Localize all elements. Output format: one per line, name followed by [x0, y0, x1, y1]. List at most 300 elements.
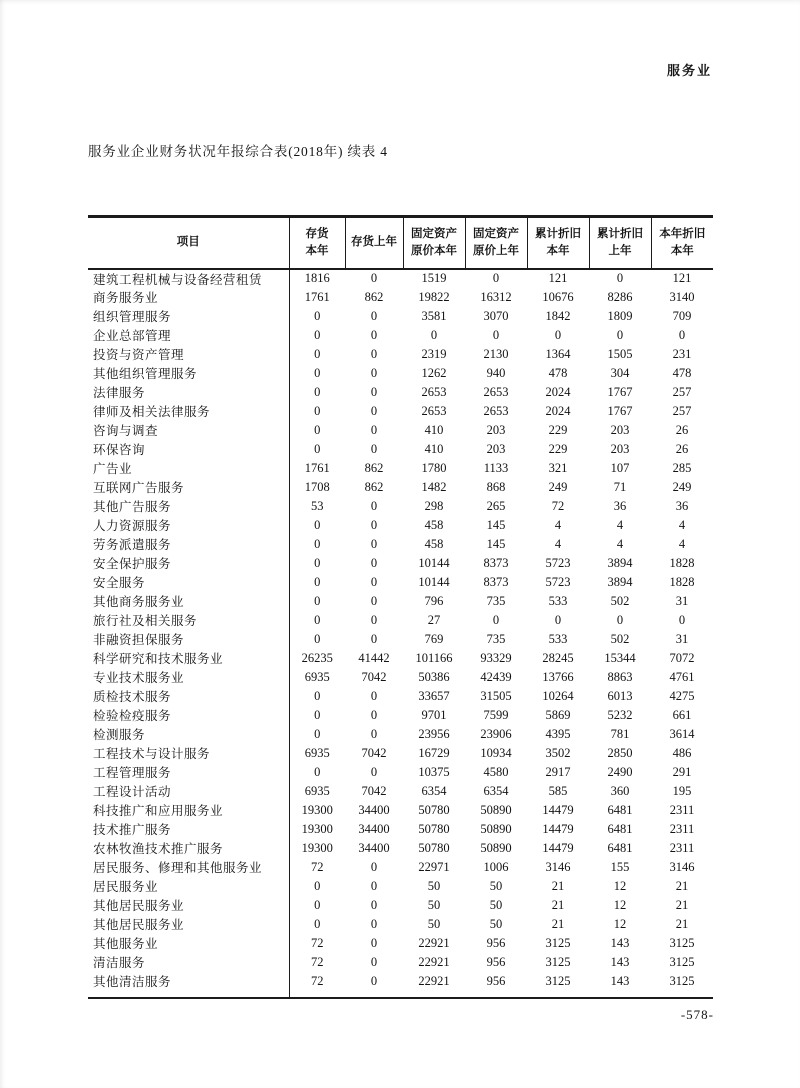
value-cell: 321: [548, 460, 568, 475]
value-cell: 6481: [607, 821, 633, 836]
value-cell: 19822: [418, 289, 450, 304]
value-cell: 26: [675, 422, 689, 437]
value-cell: 1816: [304, 271, 330, 285]
value-cell: 72: [311, 954, 324, 969]
value-cell: 2311: [669, 821, 695, 836]
value-cell: 50: [489, 897, 503, 912]
table-row: [88, 516, 713, 535]
value-cell: 249: [548, 479, 568, 494]
value-cell: 72: [551, 498, 565, 513]
value-cell: 0: [370, 612, 378, 627]
item-cell: 科学研究和技术服务业: [88, 649, 289, 668]
table-row: [88, 478, 713, 497]
value-cell: 0: [370, 403, 378, 418]
value-cell: 0: [370, 498, 378, 513]
value-cell: 1006: [483, 859, 509, 874]
value-cell: 2319: [421, 346, 447, 361]
table-row: [88, 288, 713, 307]
value-cell: 231: [672, 346, 692, 361]
value-cell: 0: [314, 612, 321, 627]
value-cell: 41442: [358, 650, 390, 665]
value-cell: 34400: [358, 821, 390, 836]
value-cell: 16729: [418, 745, 450, 760]
value-cell: 735: [486, 593, 506, 608]
value-cell: 50: [489, 916, 503, 931]
table-row: [88, 630, 713, 649]
value-cell: 50890: [480, 821, 512, 836]
value-cell: 1761: [304, 289, 330, 304]
value-cell: 0: [370, 707, 378, 722]
value-cell: 0: [370, 536, 378, 551]
value-cell: 410: [424, 441, 444, 456]
value-cell: 3125: [545, 954, 571, 969]
item-cell: 居民服务、修理和其他服务业: [88, 858, 289, 877]
value-cell: 0: [370, 973, 378, 988]
value-cell: 0: [314, 574, 321, 589]
header-row: [88, 217, 713, 269]
page-title: 服务业企业财务状况年报综合表(2018年) 续表 4: [88, 144, 388, 159]
value-cell: 22921: [418, 954, 450, 969]
table-row: [88, 668, 713, 687]
value-cell: 0: [370, 384, 378, 399]
value-cell: 72: [311, 859, 324, 874]
table-row: [88, 744, 713, 763]
table-row: [88, 839, 713, 858]
value-cell: 10144: [418, 574, 450, 589]
item-cell: 居民服务业: [88, 877, 289, 896]
value-cell: 478: [548, 365, 568, 380]
value-cell: 5723: [545, 574, 571, 589]
value-cell: 6481: [607, 840, 633, 855]
value-cell: 0: [370, 574, 378, 589]
value-cell: 0: [370, 764, 378, 779]
running-header: 服务业: [666, 63, 712, 78]
value-cell: 23906: [480, 726, 512, 741]
value-cell: 50890: [480, 802, 512, 817]
spacer-cell: [88, 991, 289, 998]
header-line: 原价上年: [473, 244, 519, 257]
table-row: [88, 592, 713, 611]
item-cell: 技术推广服务: [88, 820, 289, 839]
item-cell: 检验检疫服务: [88, 706, 289, 725]
value-cell: 956: [486, 973, 506, 988]
value-cell: 19300: [301, 802, 333, 817]
value-cell: 1842: [545, 308, 571, 323]
value-cell: 3502: [545, 745, 571, 760]
value-cell: 0: [678, 612, 686, 627]
value-cell: 50780: [418, 802, 450, 817]
value-cell: 143: [610, 973, 630, 988]
value-cell: 4580: [483, 764, 509, 779]
value-cell: 1828: [669, 555, 695, 570]
value-cell: 5723: [545, 555, 571, 570]
value-cell: 5232: [607, 707, 633, 722]
table-row: [88, 953, 713, 972]
value-cell: 862: [364, 479, 384, 494]
table-row: [88, 269, 713, 288]
value-cell: 0: [370, 593, 378, 608]
value-cell: 2653: [421, 384, 447, 399]
value-cell: 3894: [607, 574, 633, 589]
item-cell: 广告业: [88, 459, 289, 478]
value-cell: 956: [486, 935, 506, 950]
value-cell: 285: [672, 460, 692, 475]
value-cell: 121: [672, 271, 692, 285]
value-cell: 0: [314, 308, 321, 323]
value-cell: 862: [364, 289, 384, 304]
value-cell: 0: [370, 422, 378, 437]
table-row: [88, 820, 713, 839]
value-cell: 93329: [480, 650, 512, 665]
value-cell: 50780: [418, 821, 450, 836]
value-cell: 3614: [669, 726, 695, 741]
value-cell: 107: [610, 460, 630, 475]
value-cell: 26: [675, 441, 689, 456]
value-cell: 203: [486, 441, 506, 456]
value-cell: 0: [370, 897, 378, 912]
value-cell: 0: [370, 327, 378, 342]
value-cell: 8373: [483, 555, 509, 570]
value-cell: 6481: [607, 802, 633, 817]
value-cell: 72: [311, 935, 324, 950]
value-cell: 661: [672, 707, 692, 722]
value-cell: 0: [314, 593, 321, 608]
value-cell: 9701: [421, 707, 447, 722]
value-cell: 31: [675, 631, 689, 646]
item-cell: 企业总部管理: [88, 326, 289, 345]
item-cell: 其他商务服务业: [88, 592, 289, 611]
table-row: [88, 307, 713, 326]
table-row: [88, 972, 713, 991]
value-cell: 2024: [545, 403, 571, 418]
value-cell: 6935: [304, 745, 330, 760]
value-cell: 1364: [545, 346, 571, 361]
value-cell: 10375: [418, 764, 450, 779]
value-cell: 2311: [669, 802, 695, 817]
value-cell: 6354: [483, 783, 509, 798]
value-cell: 28245: [542, 650, 574, 665]
value-cell: 3070: [483, 308, 509, 323]
value-cell: 2917: [545, 764, 571, 779]
table-row: [88, 782, 713, 801]
value-cell: 22921: [418, 935, 450, 950]
value-cell: 1780: [421, 460, 447, 475]
value-cell: 410: [424, 422, 444, 437]
value-cell: 2490: [607, 764, 633, 779]
value-cell: 4: [678, 536, 686, 551]
table-bottom-spacer: [88, 991, 713, 998]
value-cell: 7599: [483, 707, 509, 722]
value-cell: 12: [613, 878, 627, 893]
value-cell: 0: [370, 726, 378, 741]
value-cell: 21: [551, 897, 565, 912]
table-row: [88, 402, 713, 421]
table-row: [88, 801, 713, 820]
item-cell: 组织管理服务: [88, 307, 289, 326]
value-cell: 21: [675, 878, 689, 893]
value-cell: 265: [486, 498, 506, 513]
header-line: 上年: [608, 244, 632, 257]
value-cell: 0: [616, 327, 624, 342]
value-cell: 14479: [542, 821, 574, 836]
value-cell: 6354: [421, 783, 447, 798]
value-cell: 257: [672, 403, 692, 418]
value-cell: 7042: [361, 783, 387, 798]
value-cell: 0: [370, 271, 378, 285]
value-cell: 31505: [480, 688, 512, 703]
table-row: [88, 611, 713, 630]
value-cell: 0: [314, 346, 321, 361]
value-cell: 50780: [418, 840, 450, 855]
value-cell: 862: [364, 460, 384, 475]
value-cell: 0: [314, 897, 321, 912]
value-cell: 12: [613, 916, 627, 931]
value-cell: 0: [370, 954, 378, 969]
value-cell: 31: [675, 593, 689, 608]
value-cell: 0: [314, 384, 321, 399]
value-cell: 0: [370, 859, 378, 874]
value-cell: 0: [314, 707, 321, 722]
value-cell: 2653: [483, 403, 509, 418]
item-cell: 工程设计活动: [88, 782, 289, 801]
item-cell: 非融资担保服务: [88, 630, 289, 649]
value-cell: 3125: [669, 973, 695, 988]
value-cell: 2850: [607, 745, 633, 760]
value-cell: 2311: [669, 840, 695, 855]
header-cell-item: [88, 217, 289, 269]
value-cell: 143: [610, 954, 630, 969]
header-cell-fixed-assets-prior: [465, 217, 527, 269]
value-cell: 3125: [669, 954, 695, 969]
value-cell: 4: [616, 536, 624, 551]
value-cell: 21: [675, 916, 689, 931]
value-cell: 0: [370, 517, 378, 532]
item-cell: 科技推广和应用服务业: [88, 801, 289, 820]
table-row: [88, 896, 713, 915]
value-cell: 0: [370, 346, 378, 361]
value-cell: 229: [548, 422, 568, 437]
header-line: 本年: [546, 244, 570, 257]
value-cell: 502: [610, 631, 630, 646]
value-cell: 101166: [415, 650, 453, 665]
value-cell: 0: [430, 327, 438, 342]
value-cell: 249: [672, 479, 692, 494]
value-cell: 19300: [301, 821, 333, 836]
value-cell: 8373: [483, 574, 509, 589]
value-cell: 291: [672, 764, 692, 779]
page-number: -578-: [680, 1007, 714, 1022]
value-cell: 3125: [545, 973, 571, 988]
item-cell: 其他服务业: [88, 934, 289, 953]
value-cell: 42439: [480, 669, 512, 684]
value-cell: 0: [314, 878, 321, 893]
table-row: [88, 915, 713, 934]
table-row: [88, 725, 713, 744]
value-cell: 50: [489, 878, 503, 893]
value-cell: 0: [370, 308, 378, 323]
value-cell: 478: [672, 365, 692, 380]
value-cell: 1809: [607, 308, 633, 323]
item-cell: 其他清洁服务: [88, 972, 289, 991]
value-cell: 1828: [669, 574, 695, 589]
value-cell: 21: [551, 916, 565, 931]
value-cell: 4: [678, 517, 686, 532]
value-cell: 0: [314, 536, 321, 551]
item-cell: 人力资源服务: [88, 516, 289, 535]
value-cell: 22971: [418, 859, 450, 874]
value-cell: 203: [486, 422, 506, 437]
report-table: [88, 215, 713, 999]
value-cell: 3894: [607, 555, 633, 570]
value-cell: 203: [610, 422, 630, 437]
value-cell: 0: [616, 612, 624, 627]
value-cell: 0: [314, 555, 321, 570]
value-cell: 33657: [418, 688, 450, 703]
item-cell: 检测服务: [88, 725, 289, 744]
item-cell: 农林牧渔技术推广服务: [88, 839, 289, 858]
value-cell: 0: [370, 365, 378, 380]
value-cell: 143: [610, 935, 630, 950]
value-cell: 0: [616, 271, 624, 285]
value-cell: 72: [311, 973, 324, 988]
value-cell: 304: [610, 365, 630, 380]
value-cell: 868: [486, 479, 506, 494]
table-row: [88, 763, 713, 782]
value-cell: 1767: [607, 384, 633, 399]
value-cell: 0: [554, 327, 562, 342]
value-cell: 0: [370, 688, 378, 703]
table-row: [88, 649, 713, 668]
item-cell: 工程管理服务: [88, 763, 289, 782]
table-row: [88, 421, 713, 440]
value-cell: 3146: [545, 859, 571, 874]
value-cell: 0: [314, 688, 321, 703]
value-cell: 50386: [418, 669, 450, 684]
value-cell: 1133: [483, 460, 509, 475]
value-cell: 71: [613, 479, 627, 494]
value-cell: 3125: [669, 935, 695, 950]
value-cell: 50: [427, 916, 441, 931]
value-cell: 10934: [480, 745, 512, 760]
value-cell: 15344: [604, 650, 636, 665]
value-cell: 458: [424, 536, 444, 551]
value-cell: 298: [424, 498, 444, 513]
item-cell: 安全服务: [88, 573, 289, 592]
value-cell: 1482: [421, 479, 447, 494]
item-cell: 其他广告服务: [88, 497, 289, 516]
value-cell: 533: [548, 593, 568, 608]
value-cell: 5869: [545, 707, 571, 722]
header-line: 累计折旧: [597, 227, 643, 240]
value-cell: 1505: [607, 346, 633, 361]
value-cell: 709: [672, 308, 692, 323]
value-cell: 4275: [669, 688, 695, 703]
value-cell: 769: [424, 631, 444, 646]
value-cell: 940: [486, 365, 506, 380]
item-cell: 互联网广告服务: [88, 478, 289, 497]
value-cell: 19300: [301, 840, 333, 855]
value-cell: 6013: [607, 688, 633, 703]
table-row: [88, 535, 713, 554]
value-cell: 7042: [361, 745, 387, 760]
value-cell: 360: [610, 783, 630, 798]
value-cell: 203: [610, 441, 630, 456]
table-row: [88, 383, 713, 402]
value-cell: 1262: [421, 365, 447, 380]
value-cell: 486: [672, 745, 692, 760]
value-cell: 1519: [421, 271, 447, 285]
value-cell: 7042: [361, 669, 387, 684]
value-cell: 195: [672, 783, 692, 798]
item-cell: 质检技术服务: [88, 687, 289, 706]
value-cell: 3140: [669, 289, 695, 304]
table-row: [88, 877, 713, 896]
value-cell: 8863: [607, 669, 633, 684]
item-cell: 律师及相关法律服务: [88, 402, 289, 421]
item-cell: 安全保护服务: [88, 554, 289, 573]
value-cell: 3146: [669, 859, 695, 874]
value-cell: 502: [610, 593, 630, 608]
item-cell: 其他组织管理服务: [88, 364, 289, 383]
value-cell: 0: [314, 327, 321, 342]
value-cell: 0: [370, 878, 378, 893]
header-cell-accum-depr-prior: [589, 217, 651, 269]
header-line: 原价本年: [411, 244, 457, 257]
value-cell: 4395: [545, 726, 571, 741]
value-cell: 956: [486, 954, 506, 969]
value-cell: 735: [486, 631, 506, 646]
header-cell-accum-depr-current: [527, 217, 589, 269]
item-cell: 旅行社及相关服务: [88, 611, 289, 630]
item-cell: 工程技术与设计服务: [88, 744, 289, 763]
table-row: [88, 440, 713, 459]
value-cell: 27: [427, 612, 441, 627]
value-cell: 229: [548, 441, 568, 456]
table-row: [88, 497, 713, 516]
value-cell: 21: [675, 897, 689, 912]
value-cell: 34400: [358, 802, 390, 817]
value-cell: 16312: [480, 289, 512, 304]
value-cell: 2653: [421, 403, 447, 418]
header-line: 固定资产: [411, 227, 457, 240]
value-cell: 0: [314, 726, 321, 741]
header-cell-inventory-prior: [345, 217, 403, 269]
value-cell: 781: [610, 726, 630, 741]
value-cell: 533: [548, 631, 568, 646]
value-cell: 53: [311, 498, 324, 513]
value-cell: 0: [370, 935, 378, 950]
item-cell: 建筑工程机械与设备经营租赁: [88, 269, 289, 288]
value-cell: 14479: [542, 840, 574, 855]
header-line: 项目: [176, 236, 200, 249]
value-cell: 0: [314, 631, 321, 646]
value-cell: 50890: [480, 840, 512, 855]
value-cell: 1708: [304, 479, 330, 494]
header-line: 固定资产: [473, 227, 519, 240]
header-line: 存货上年: [351, 236, 397, 249]
value-cell: 10676: [542, 289, 574, 304]
value-cell: 21: [551, 878, 565, 893]
value-cell: 585: [548, 783, 568, 798]
item-cell: 其他居民服务业: [88, 896, 289, 915]
table-row: [88, 573, 713, 592]
value-cell: 796: [424, 593, 444, 608]
item-cell: 劳务派遣服务: [88, 535, 289, 554]
item-cell: 法律服务: [88, 383, 289, 402]
table-row: [88, 345, 713, 364]
header-line: 本年: [305, 244, 329, 257]
value-cell: 3581: [421, 308, 447, 323]
